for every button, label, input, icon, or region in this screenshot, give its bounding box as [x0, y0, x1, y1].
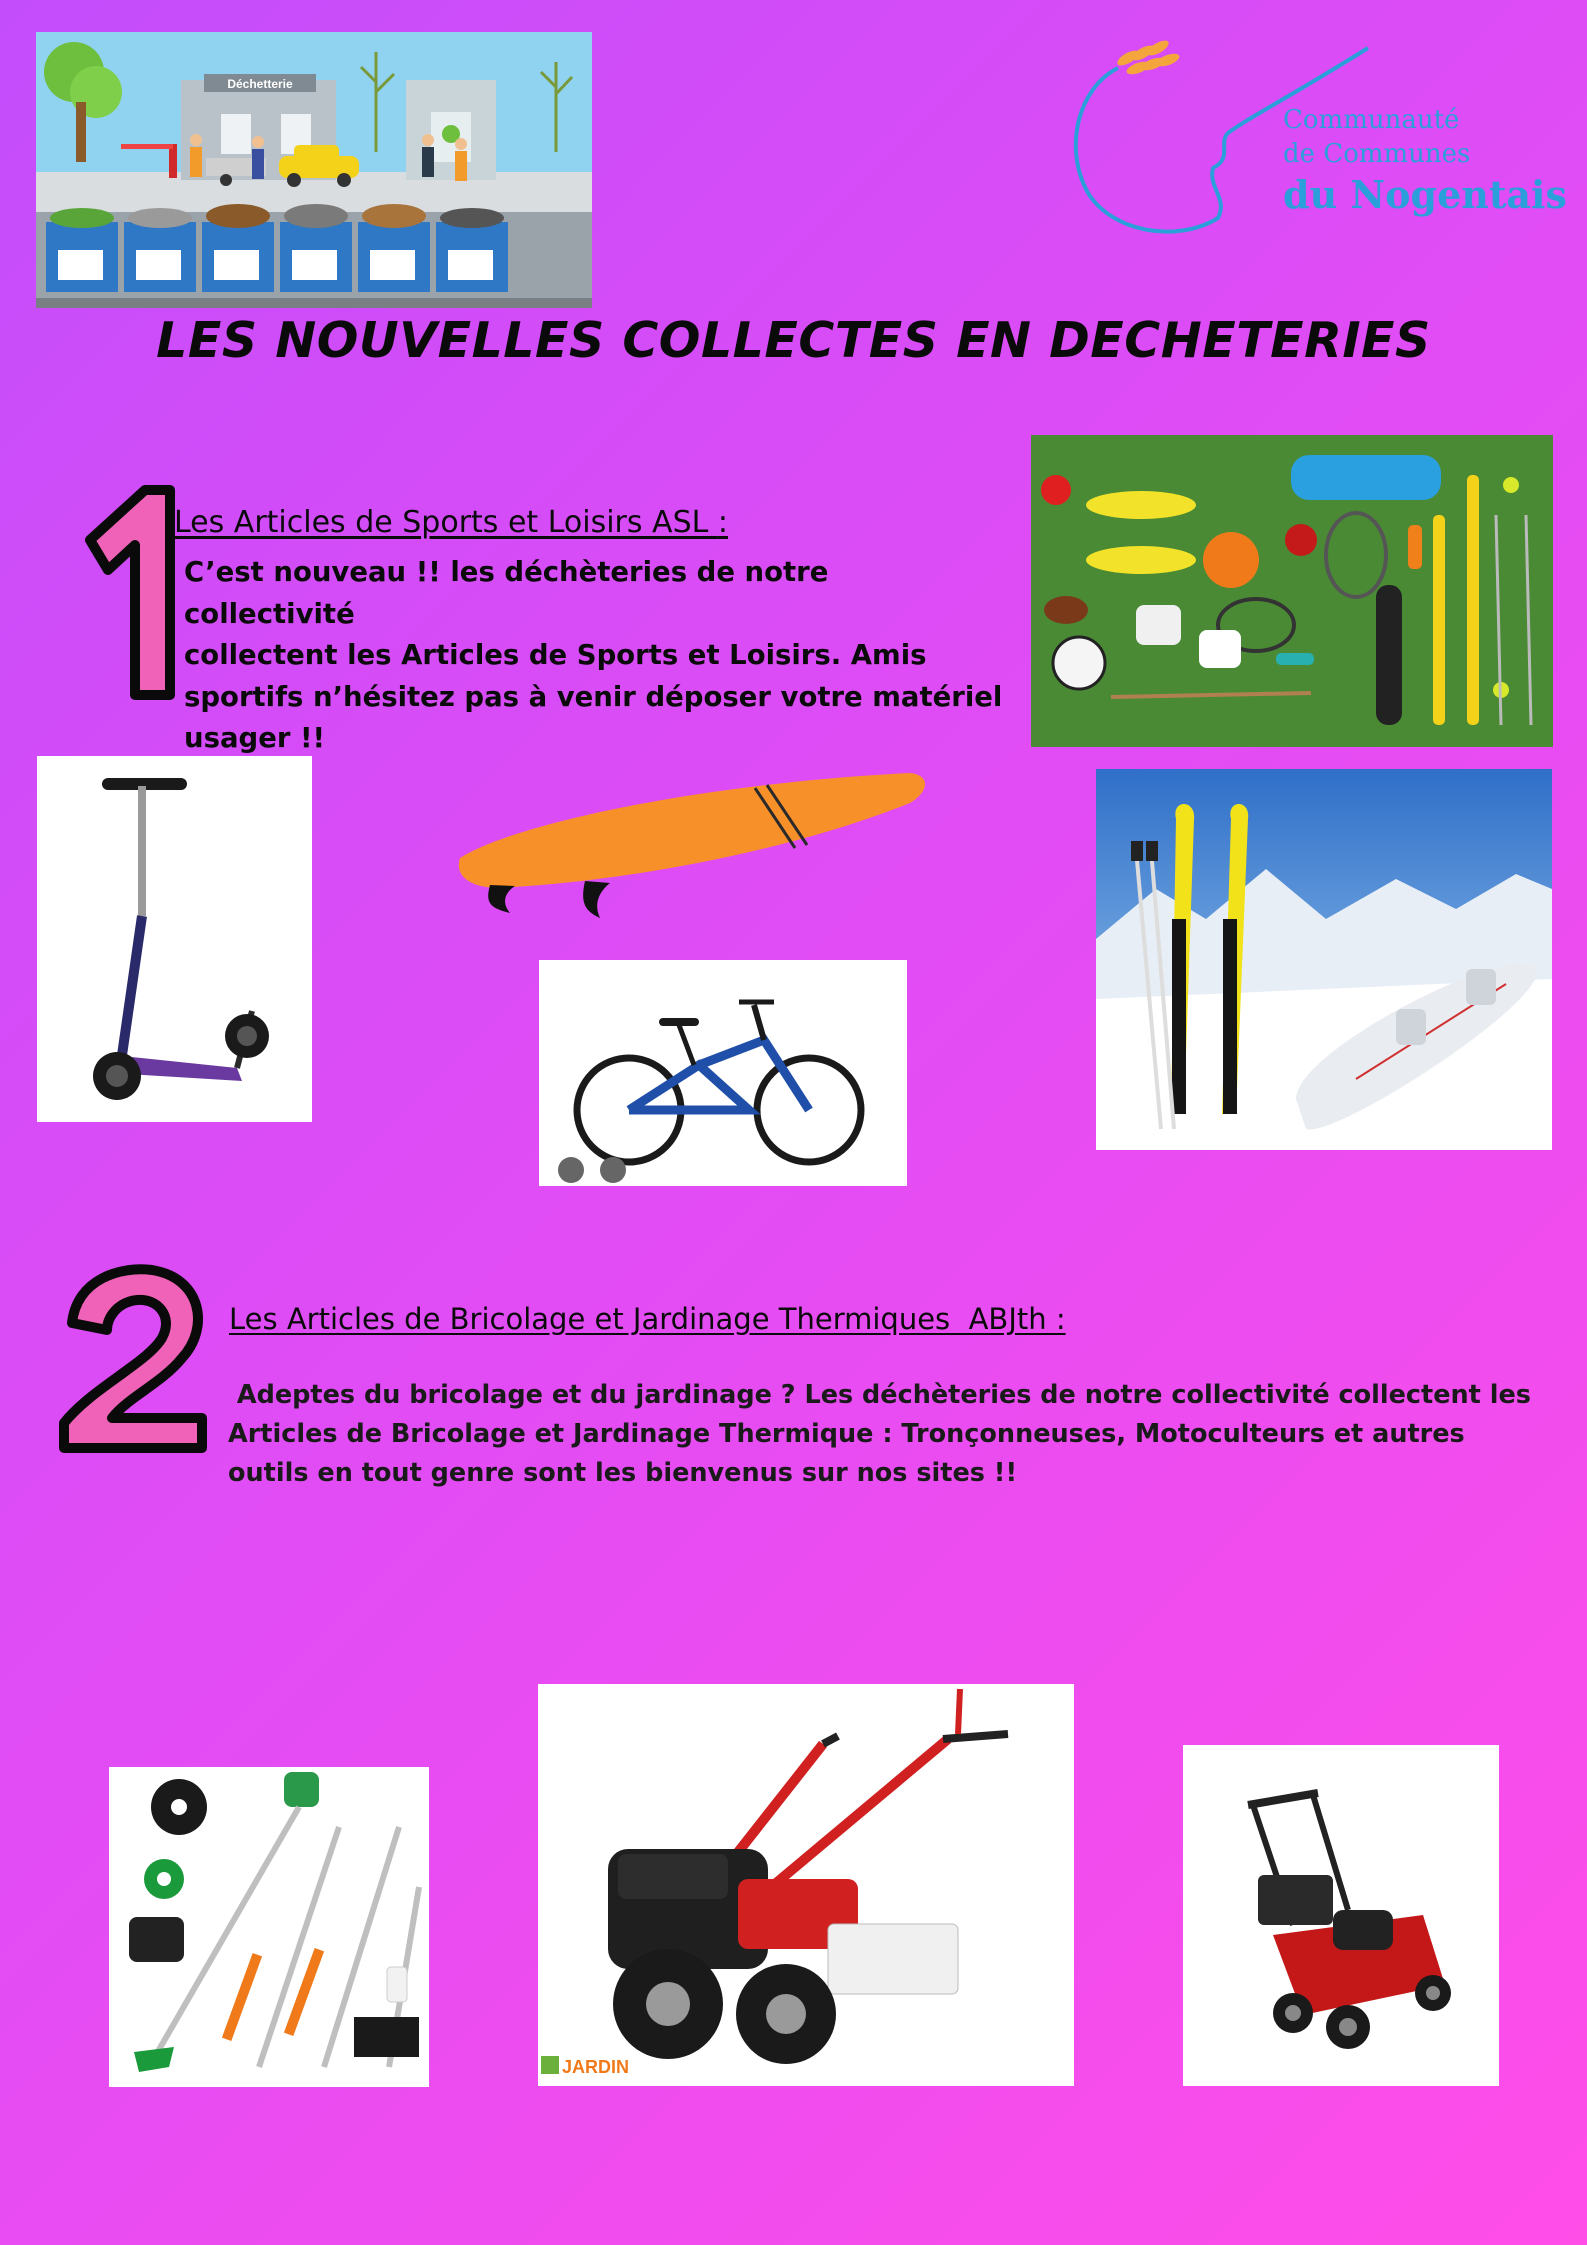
lawn-mower-photo [1183, 1745, 1499, 2086]
section-2-body [228, 1376, 1531, 1493]
section-1-body-line: C’est nouveau !! les déchèteries de notre collectivité [184, 556, 829, 630]
mountain-bike-photo [539, 960, 907, 1186]
poster-title: LES NOUVELLES COLLECTES EN DECHETERIES [156, 312, 1431, 369]
section-1-heading-text: Les Articles de Sports et Loisirs ASL [174, 505, 718, 540]
section-2-body-line: Articles de Bricolage et Jardinage Thermique : Tronçonneuses, Motoculteurs et autres [228, 1419, 1465, 1449]
section-number-1 [70, 470, 180, 710]
recycling-center-illustration [36, 32, 592, 308]
section-2-body-line: outils en tout genre sont les bienvenus sur nos sites !! [228, 1458, 1018, 1488]
tiller-brand-label: JARDIN [562, 2057, 630, 2077]
logo-text-line3: du Nogentais [1283, 172, 1567, 217]
section-1-body-line: sportifs n’hésitez pas à venir déposer votre matériel [184, 680, 1003, 713]
rotary-tiller-photo [538, 1684, 1074, 2086]
section-1-body-line: usager !! [184, 722, 326, 754]
illustration-sign: Déchetterie [227, 77, 293, 91]
multi-tool-kit-photo [109, 1767, 429, 2087]
section-2-body-line: Adeptes du bricolage et du jardinage ? Les déchèteries de notre collectivité collectent les [228, 1380, 1531, 1410]
section-number-2 [52, 1258, 214, 1458]
logo-text-line1: Communauté [1283, 105, 1460, 135]
section-1-heading [174, 505, 728, 540]
skis-snowboard-photo [1096, 769, 1552, 1150]
section-1-body-line: collectent les Articles de Sports et Loisirs. Amis [184, 639, 927, 671]
section-1-body [184, 552, 1004, 760]
section-2-heading: Les Articles de Bricolage et Jardinage Thermiques ABJth : [229, 1302, 1066, 1336]
logo-text-line2: de Communes [1283, 139, 1471, 169]
sports-equipment-photo [1031, 435, 1553, 747]
kick-scooter-photo [37, 756, 312, 1122]
section-1-heading-colon: : [717, 505, 728, 540]
surfboard-image [455, 763, 930, 923]
